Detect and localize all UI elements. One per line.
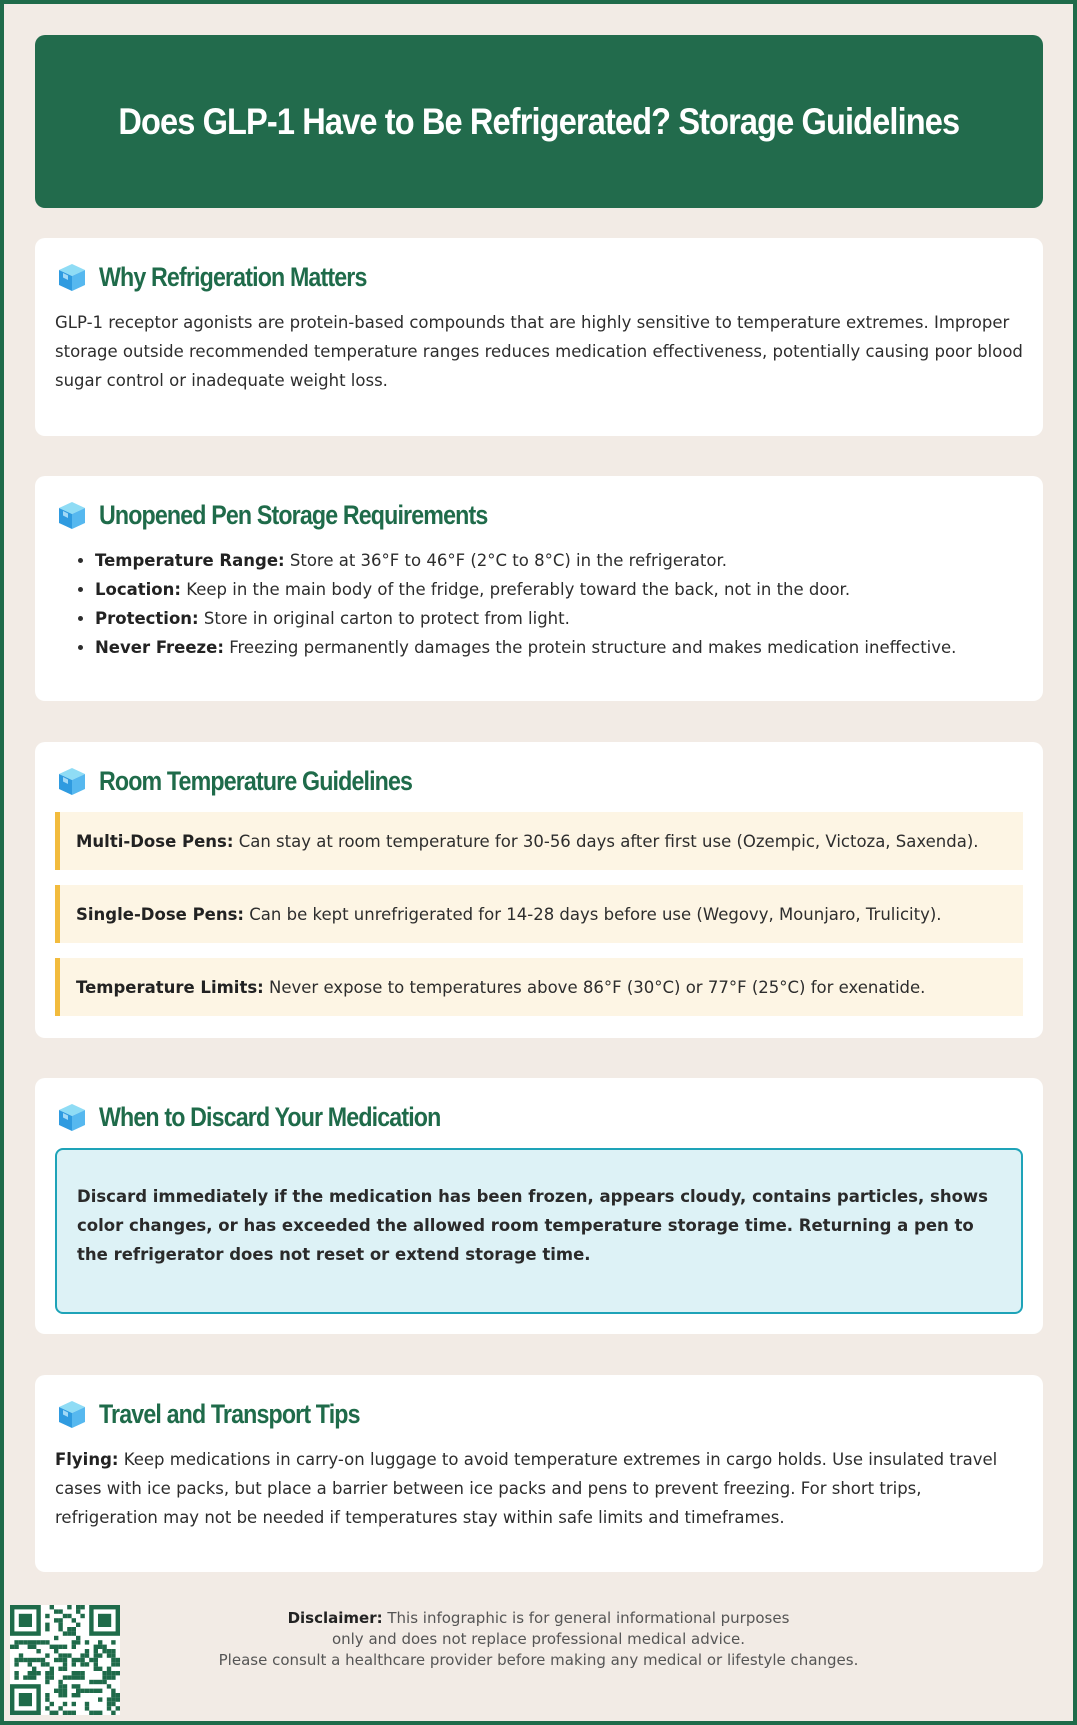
list-item — [95, 633, 1023, 662]
travel-text: Keep medications in carry-on luggage to avoid temperature extremes in cargo holds. Use insulated travel cases with ice packs, but place a barrier between ice packs and pens to prevent freezing. For short trips, refrigeration may not be needed if temperatures stay within safe limits and timeframes. — [55, 1450, 998, 1527]
ice-cube-icon — [55, 498, 89, 532]
ice-cube-icon — [55, 764, 89, 798]
card-header — [55, 1397, 1023, 1431]
discard-alert-box: Discard immediately if the medication has been frozen, appears cloudy, contains particles, shows color changes, or has exceeded the allowed room temperature storage time. Returning a pen to the refrigerator does not reset or extend storage time. — [55, 1148, 1023, 1314]
card-discard — [35, 1078, 1043, 1334]
card-travel — [35, 1375, 1043, 1572]
disclaimer-line: Please consult a healthcare provider before making any medical or lifestyle changes. — [218, 1651, 859, 1669]
item-text: Freezing permanently damages the protein structure and makes medication ineffective. — [223, 638, 957, 657]
travel-label: Flying: — [55, 1450, 119, 1469]
tip-text: Never expose to temperatures above 86°F (30°C) or 77°F (25°C) for exenatide. — [263, 977, 926, 997]
item-text: Store at 36°F to 46°F (2°C to 8°C) in the refrigerator. — [284, 551, 727, 570]
disclaimer-line: This infographic is for general informational purposes — [382, 1609, 790, 1627]
item-text: Keep in the main body of the fridge, preferably toward the back, not in the door. — [181, 580, 851, 599]
card-header — [55, 1100, 1023, 1134]
section-title: Unopened Pen Storage Requirements — [99, 499, 488, 530]
card-why-refrigeration — [35, 238, 1043, 436]
tip-label: Single-Dose Pens: — [76, 904, 245, 924]
page-header — [35, 35, 1043, 208]
ice-cube-icon — [55, 1397, 89, 1431]
tip-box — [55, 812, 1023, 870]
section-text — [55, 1445, 1023, 1532]
tip-label: Temperature Limits: — [76, 977, 264, 997]
storage-list — [55, 546, 1023, 662]
section-title: Why Refrigeration Matters — [99, 261, 367, 292]
list-item — [95, 546, 1023, 575]
tip-text: Can be kept unrefrigerated for 14-28 days before use (Wegovy, Mounjaro, Trulicity). — [244, 904, 942, 924]
card-header — [55, 260, 1023, 294]
disclaimer-label: Disclaimer: — [287, 1609, 383, 1627]
card-room-temperature — [35, 742, 1043, 1038]
tip-box — [55, 958, 1023, 1016]
tip-label: Multi-Dose Pens: — [76, 831, 234, 851]
disclaimer — [0, 1608, 1077, 1671]
item-label: Temperature Range: — [95, 551, 285, 570]
tip-text: Can stay at room temperature for 30-56 days after first use (Ozempic, Victoza, Saxenda). — [233, 831, 979, 851]
page-title: Does GLP-1 Have to Be Refrigerated? Storage Guidelines — [118, 100, 960, 142]
section-title: Room Temperature Guidelines — [99, 765, 413, 796]
section-title: When to Discard Your Medication — [99, 1101, 441, 1132]
disclaimer-line: only and does not replace professional medical advice. — [331, 1630, 746, 1648]
tip-box — [55, 885, 1023, 943]
list-item — [95, 575, 1023, 604]
list-item — [95, 604, 1023, 633]
item-label: Location: — [95, 580, 181, 599]
item-label: Protection: — [95, 609, 199, 628]
card-header — [55, 764, 1023, 798]
item-text: Store in original carton to protect from light. — [198, 609, 570, 628]
card-unopened-storage — [35, 476, 1043, 701]
ice-cube-icon — [55, 1100, 89, 1134]
section-title: Travel and Transport Tips — [99, 1398, 360, 1429]
card-header — [55, 498, 1023, 532]
ice-cube-icon — [55, 260, 89, 294]
section-text: GLP-1 receptor agonists are protein-based compounds that are highly sensitive to temperature extremes. Improper storage outside recommended temperature ranges reduces medication effectiveness, potentially causing poor blood sugar control or inadequate weight loss. — [55, 313, 1023, 390]
item-label: Never Freeze: — [95, 638, 224, 657]
